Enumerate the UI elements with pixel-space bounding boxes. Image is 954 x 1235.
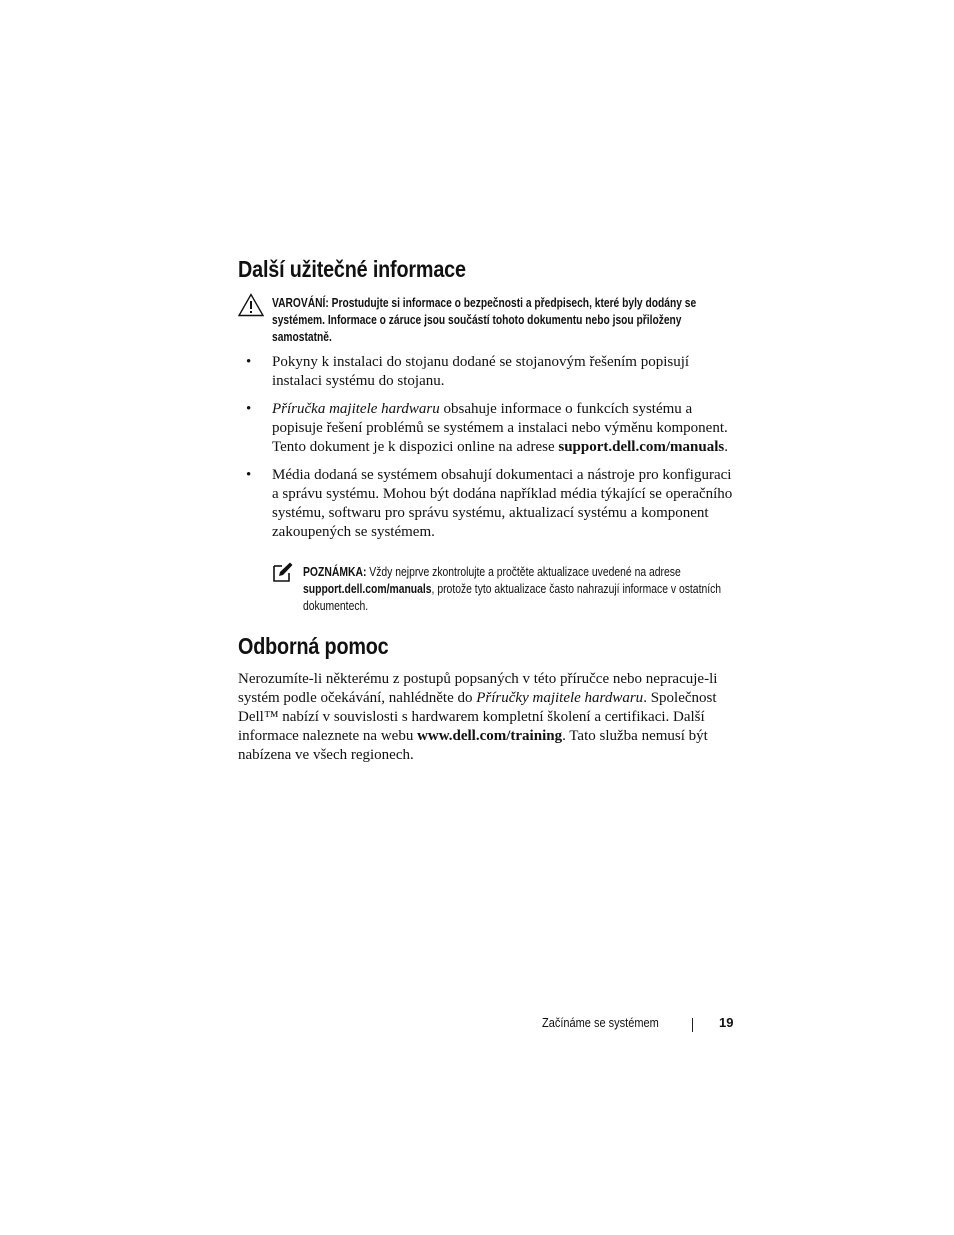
list-item	[238, 353, 738, 391]
paragraph-text: Nerozumíte-li některému z postupů popsaných v této příručce nebo nepracuje-li systém podle očekávání, nahlédněte do	[238, 671, 718, 706]
list-item-text: obsahuje informace o funkcích systému a popisuje řešení problémů se systémem a instalaci nebo výměnu komponent. Tento dokument je k dispozici online na adrese	[272, 401, 728, 455]
page-number: 19	[719, 1015, 734, 1030]
section-title-dalsi-informace: Další užitečné informace	[238, 256, 466, 282]
note-body: Vždy nejprve zkontrolujte a pročtěte aktualizace uvedené na adrese	[366, 565, 681, 579]
list-item-text: Pokyny k instalaci do stojanu dodané se stojanovým řešením popisují instalaci systému do stojanu.	[272, 354, 690, 389]
note-support-link[interactable]: support.dell.com/manuals	[303, 582, 432, 596]
paragraph-text: . Tato služba nemusí být nabízena ve všech regionech.	[238, 728, 708, 763]
paragraph-text: . Společnost Dell™ nabízí v souvislosti s hardwarem kompletní školení a certifikaci. Další informace naleznete na webu	[238, 690, 717, 744]
bullet-marker: •	[246, 354, 252, 370]
training-link[interactable]: www.dell.com/training	[417, 728, 563, 744]
section-title-odborna-pomoc: Odborná pomoc	[238, 633, 389, 659]
note-body-end: , protože tyto aktualizace často nahrazují informace v ostatních dokumentech.	[303, 582, 722, 613]
bullet-marker: •	[246, 467, 252, 483]
list-item	[238, 466, 738, 542]
list-item	[238, 400, 738, 457]
expert-help-paragraph	[238, 670, 738, 765]
manual-title: Příručky majitele hardwaru	[476, 690, 644, 706]
list-item-text: Média dodaná se systémem obsahují dokumentaci a nástroje pro konfiguraci a správu systému. Mohou být dodána například média týkající se operačního systému, softwaru pro správu systému, aktualizací systému a komponent zakoupených se systémem.	[272, 467, 733, 540]
note-pencil-icon	[272, 561, 294, 583]
note-label: POZNÁMKA:	[303, 565, 367, 579]
manual-title: Příručka majitele hardwaru	[272, 401, 440, 417]
warning-label: VAROVÁNÍ:	[272, 296, 329, 310]
footer-separator	[692, 1018, 693, 1032]
list-item-end: .	[724, 439, 728, 455]
footer-chapter-label: Začínáme se systémem	[542, 1016, 659, 1030]
warning-text	[272, 295, 731, 346]
warning-triangle-icon	[238, 293, 264, 317]
note-text	[303, 564, 735, 615]
warning-body: Prostudujte si informace o bezpečnosti a předpisech, které byly dodány se systémem. Informace o záruce jsou součástí tohoto dokumentu nebo jsou přiloženy samostatně.	[272, 296, 697, 344]
bullet-marker: •	[246, 401, 252, 417]
info-bullet-list	[238, 353, 738, 551]
support-link[interactable]: support.dell.com/manuals	[558, 439, 725, 455]
